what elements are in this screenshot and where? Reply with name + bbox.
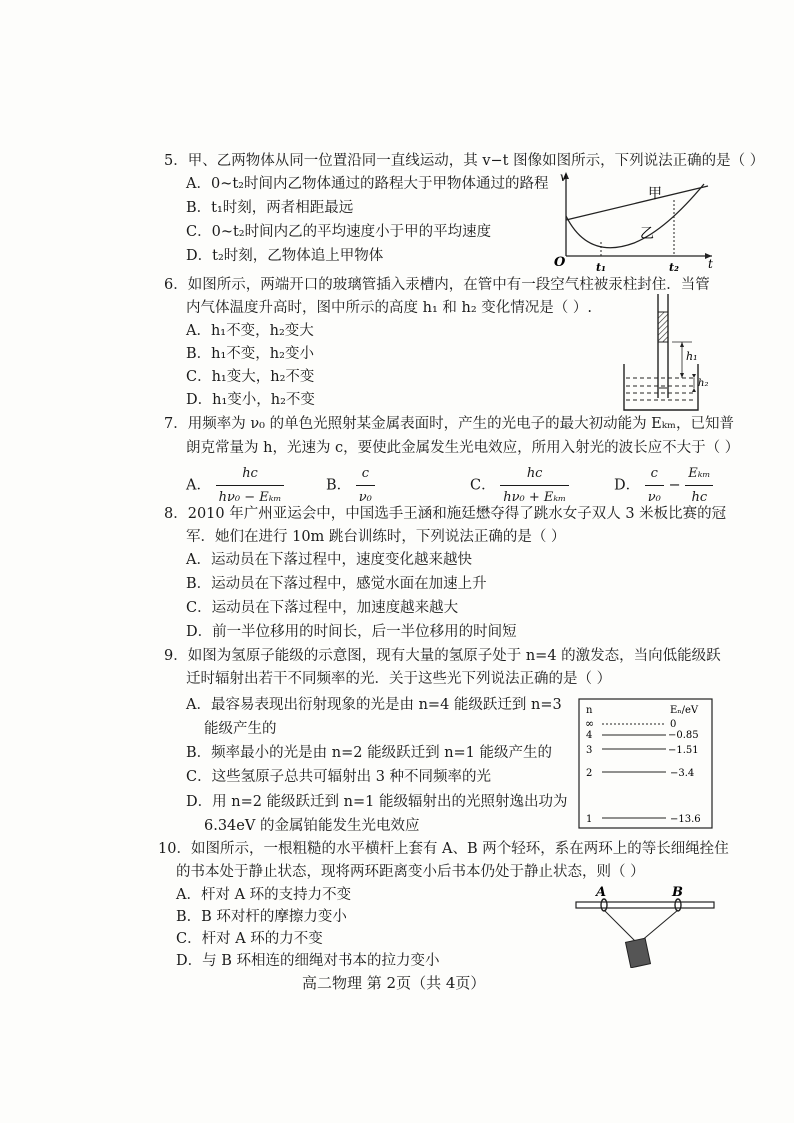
q6-option-a: A．h₁不变，h₂变大: [186, 323, 314, 339]
q8-stem-line2: 军．她们在进行 10m 跳台训练时，下列说法正确的是（ ）: [186, 529, 566, 545]
q7-option-a: A． $\frac{hc}{\text{hν₀ − Eₖₘ}}$: [186, 462, 284, 509]
level-n-4: 4: [586, 730, 593, 741]
label-b: B: [672, 885, 683, 900]
level-n-inf: ∞: [585, 717, 595, 730]
q10-option-b: B．B 环对杆的摩擦力变小: [176, 909, 347, 925]
v-label: v: [560, 170, 567, 184]
book: [626, 938, 651, 968]
q8-option-c: C．运动员在下落过程中，加速度越来越大: [186, 600, 459, 616]
q6-option-d: D．h₁变小，h₂不变: [186, 392, 315, 408]
q5-vt-graph: [548, 168, 718, 276]
t2-label: t₂: [669, 261, 679, 274]
q10-stem-line2: 的书本处于静止状态，现将两环距离变小后书本仍处于静止状态，则（ ）: [176, 864, 645, 880]
origin-label: O: [554, 255, 566, 270]
q7-option-b: B． $\frac{c}{\text{ν₀}}$: [326, 462, 375, 509]
q10-option-c: C．杆对 A 环的力不变: [176, 931, 323, 947]
mercury-column: [658, 312, 668, 342]
q9-option-a-line2: 能级产生的: [204, 721, 277, 737]
q10-option-d: D．与 B 环相连的细绳对书本的拉力变小: [176, 953, 440, 969]
q7-b-fraction: $\frac{c}{\text{ν₀}}$: [356, 462, 375, 509]
label-a: A: [596, 885, 607, 900]
q5-option-d: D．t₂时刻，乙物体追上甲物体: [186, 248, 384, 264]
q7-a-fraction: $\frac{hc}{\text{hν₀ − Eₖₘ}}$: [216, 462, 285, 509]
q9-stem-line1: 9．如图为氢原子能级的示意图，现有大量的氢原子处于 n=4 的激发态，当向低能级跃: [164, 648, 721, 664]
page-footer: 高二物理 第 2页（共 4页）: [302, 974, 486, 992]
yi-curve: [566, 184, 704, 248]
q10-stem-line1: 10．如图所示，一根粗糙的水平横杆上套有 A、B 两个轻环，系在两环上的等长细绳拴住: [158, 841, 729, 857]
q7-option-c: C． $\frac{hc}{\text{hν₀ + Eₖₘ}}$: [470, 462, 569, 509]
h2-label: h₂: [698, 378, 709, 389]
q8-option-d: D．前一半位移用的时间长，后一半位移用的时间短: [186, 624, 517, 640]
level-e-2: −3.4: [670, 768, 695, 779]
h1-label: h₁: [686, 350, 698, 363]
q7-d-fraction-2: $\frac{\text{Eₖₘ}}{hc}$: [685, 462, 713, 509]
q7-stem-line1: 7．用频率为 ν₀ 的单色光照射某金属表面时，产生的光电子的最大初动能为 Eₖₘ，已知普: [164, 416, 734, 432]
rope-b: [640, 910, 678, 942]
q9-option-b: B．频率最小的光是由 n=2 能级跃迁到 n=1 能级产生的: [186, 745, 553, 761]
level-e-4: −0.85: [668, 730, 699, 741]
q7-d-fraction-1: $\frac{c}{\text{ν₀}}$: [645, 462, 664, 509]
q6-stem-line1: 6．如图所示，两端开口的玻璃管插入汞槽内，在管中有一段空气柱被汞柱封住．当管: [164, 277, 710, 293]
t1-label: t₁: [596, 261, 606, 274]
level-n-2: 2: [586, 768, 593, 779]
header-en: Eₙ/eV: [670, 705, 699, 716]
q6-option-b: B．h₁不变，h₂变小: [186, 346, 314, 362]
q9-option-d-line1: D．用 n=2 能级跃迁到 n=1 能级辐射出的光照射逸出功为: [186, 794, 568, 810]
level-e-1: −13.6: [670, 814, 701, 825]
q9-option-c: C．这些氢原子总共可辐射出 3 种不同频率的光: [186, 769, 492, 785]
level-n-3: 3: [586, 745, 593, 756]
q10-option-a: A．杆对 A 环的支持力不变: [176, 887, 352, 903]
q5-option-c: C．0~t₂时间内乙的平均速度小于甲的平均速度: [186, 224, 492, 240]
energy-level-diagram: [578, 698, 714, 830]
q6-stem-line2: 内气体温度升高时，图中所示的高度 h₁ 和 h₂ 变化情况是（ ）.: [186, 300, 592, 316]
q10-rod-figure: [574, 884, 718, 968]
header-n: n: [586, 705, 593, 716]
q5-option-a: A．0~t₂时间内乙物体通过的路程大于甲物体通过的路程: [186, 176, 549, 192]
level-e-3: −1.51: [668, 745, 699, 756]
mercury-trough: [624, 364, 698, 410]
jia-label: 甲: [648, 186, 662, 202]
q9-option-a-line1: A．最容易表现出衍射现象的光是由 n=4 能级跃迁到 n=3: [186, 697, 562, 713]
q9-stem-line2: 迁时辐射出若干不同频率的光．关于这些光下列说法正确的是（ ）: [186, 671, 612, 687]
q5-stem: 5．甲、乙两物体从同一位置沿同一直线运动，其 v−t 图像如图所示，下列说法正确的是（ ）: [164, 153, 765, 169]
q6-tube-figure: [616, 292, 716, 414]
level-n-1: 1: [586, 814, 593, 825]
q7-stem-line2: 朗克常量为 h，光速为 c，要使此金属发生光电效应，所用入射光的波长应不大于（ ）: [186, 440, 740, 456]
yi-label: 乙: [640, 226, 654, 242]
q7-option-d: D． $\frac{c}{\text{ν₀}}$ − $\frac{\text{Eₖₘ}}{hc}$: [614, 462, 713, 509]
t-label: t: [708, 257, 713, 271]
q8-stem-line1: 8．2010 年广州亚运会中，中国选手王涵和施廷懋夺得了跳水女子双人 3 米板比赛的冠: [164, 506, 727, 522]
q8-option-b: B．运动员在下落过程中，感觉水面在加速上升: [186, 576, 487, 592]
horizontal-rod: [576, 902, 714, 908]
level-e-inf: 0: [670, 719, 677, 730]
q8-option-a: A．运动员在下落过程中，速度变化越来越快: [186, 552, 472, 568]
q6-option-c: C．h₁变大，h₂不变: [186, 369, 315, 385]
rope-a: [604, 910, 636, 942]
q5-option-b: B．t₁时刻，两者相距最远: [186, 200, 354, 216]
q7-c-fraction: $\frac{hc}{\text{hν₀ + Eₖₘ}}$: [500, 462, 569, 509]
q9-option-d-line2: 6.34eV 的金属铂能发生光电效应: [204, 818, 420, 834]
diagram-frame: [579, 699, 712, 828]
